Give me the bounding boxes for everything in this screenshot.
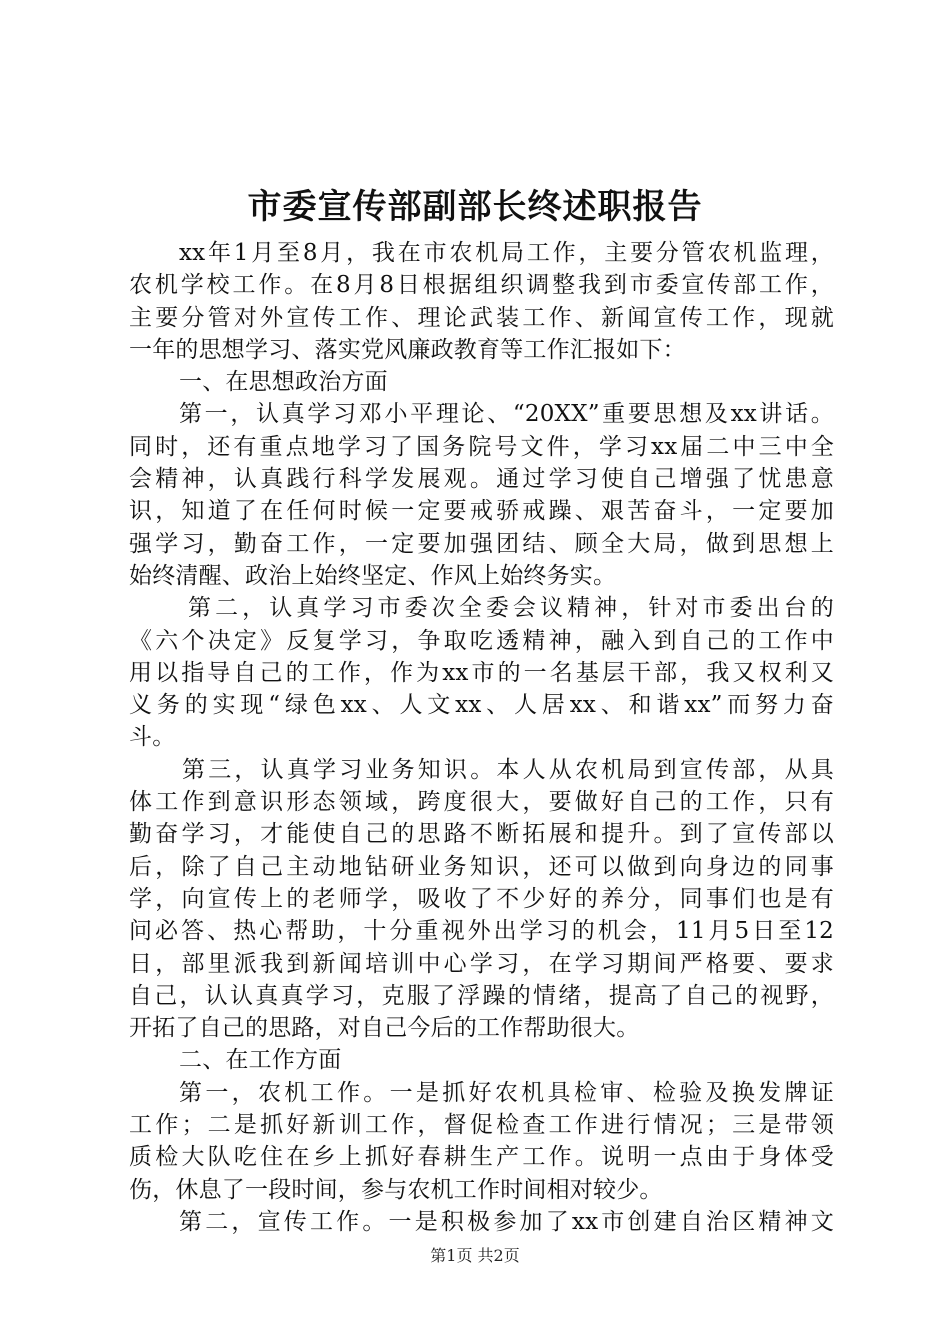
text-line: 自己，认认真真学习，克服了浮躁的情绪，提高了自己的视野，: [129, 982, 834, 1009]
text-line: 开拓了自己的思路，对自己今后的工作帮助很大。: [129, 1015, 640, 1042]
text-line: 问必答、热心帮助，十分重视外出学习的机会，11月5日至12: [129, 918, 834, 945]
text-line: 质检大队吃住在乡上抓好春耕生产工作。说明一点由于身体受: [129, 1144, 834, 1171]
text-line: 会精神，认真践行科学发展观。通过学习使自己增强了忧患意: [129, 466, 834, 493]
text-line: 第二，宣传工作。一是积极参加了xx市创建自治区精神文: [179, 1208, 834, 1235]
text-line: 一年的思想学习、落实党风廉政教育等工作汇报如下：: [129, 336, 686, 363]
text-line: 识，知道了在任何时候一定要戒骄戒躁、艰苦奋斗，一定要加: [129, 498, 834, 525]
section-heading: 二、在工作方面: [179, 1047, 342, 1074]
text-line: 勤奋学习，才能使自己的思路不断拓展和提升。到了宣传部以: [129, 821, 834, 848]
text-line: 斗。: [129, 724, 176, 751]
text-line: 伤，休息了一段时间，参与农机工作时间相对较少。: [129, 1176, 663, 1203]
text-line: 《六个决定》反复学习，争取吃透精神，融入到自己的工作中: [129, 627, 834, 654]
text-line: 义务的实现“绿色xx、人文xx、人居xx、和谐xx”而努力奋: [129, 692, 834, 719]
text-line: xx年1月至8月，我在市农机局工作，主要分管农机监理，: [179, 240, 834, 266]
text-line: 第二，认真学习市委次全委会议精神，针对市委出台的: [188, 595, 834, 622]
text-line: 始终清醒、政治上始终坚定、作风上始终务实。: [129, 562, 617, 589]
section-heading: 一、在思想政治方面: [179, 369, 388, 396]
text-line: 第三，认真学习业务知识。本人从农机局到宣传部，从具: [182, 756, 834, 783]
page-footer: 第1页 共2页: [430, 1246, 520, 1265]
text-line: 体工作到意识形态领域，跨度很大，要做好自己的工作，只有: [129, 789, 834, 816]
text-line: 学，向宣传上的老师学，吸收了不少好的养分，同事们也是有: [129, 885, 834, 912]
document-title: 市委宣传部副部长终述职报告: [247, 187, 703, 227]
text-line: 第一，认真学习邓小平理论、“20XX”重要思想及xx讲话。: [179, 401, 834, 428]
text-line: 用以指导自己的工作，作为xx市的一名基层干部，我又权利又: [129, 659, 834, 686]
text-line: 强学习，勤奋工作，一定要加强团结、顾全大局，做到思想上: [129, 530, 834, 557]
document-body: [129, 237, 834, 1238]
text-line: 同时，还有重点地学习了国务院号文件，学习xx届二中三中全: [129, 433, 834, 460]
text-line: 农机学校工作。在8月8日根据组织调整我到市委宣传部工作，: [129, 272, 834, 299]
text-line: 后，除了自己主动地钻研业务知识，还可以做到向身边的同事: [129, 853, 834, 880]
text-line: 工作；二是抓好新训工作，督促检查工作进行情况；三是带领: [129, 1112, 834, 1139]
text-line: 日，部里派我到新闻培训中心学习，在学习期间严格要、要求: [129, 950, 834, 977]
text-line: 第一，农机工作。一是抓好农机具检审、检验及换发牌证: [179, 1079, 834, 1106]
text-line: 主要分管对外宣传工作、理论武装工作、新闻宣传工作，现就: [129, 304, 834, 331]
